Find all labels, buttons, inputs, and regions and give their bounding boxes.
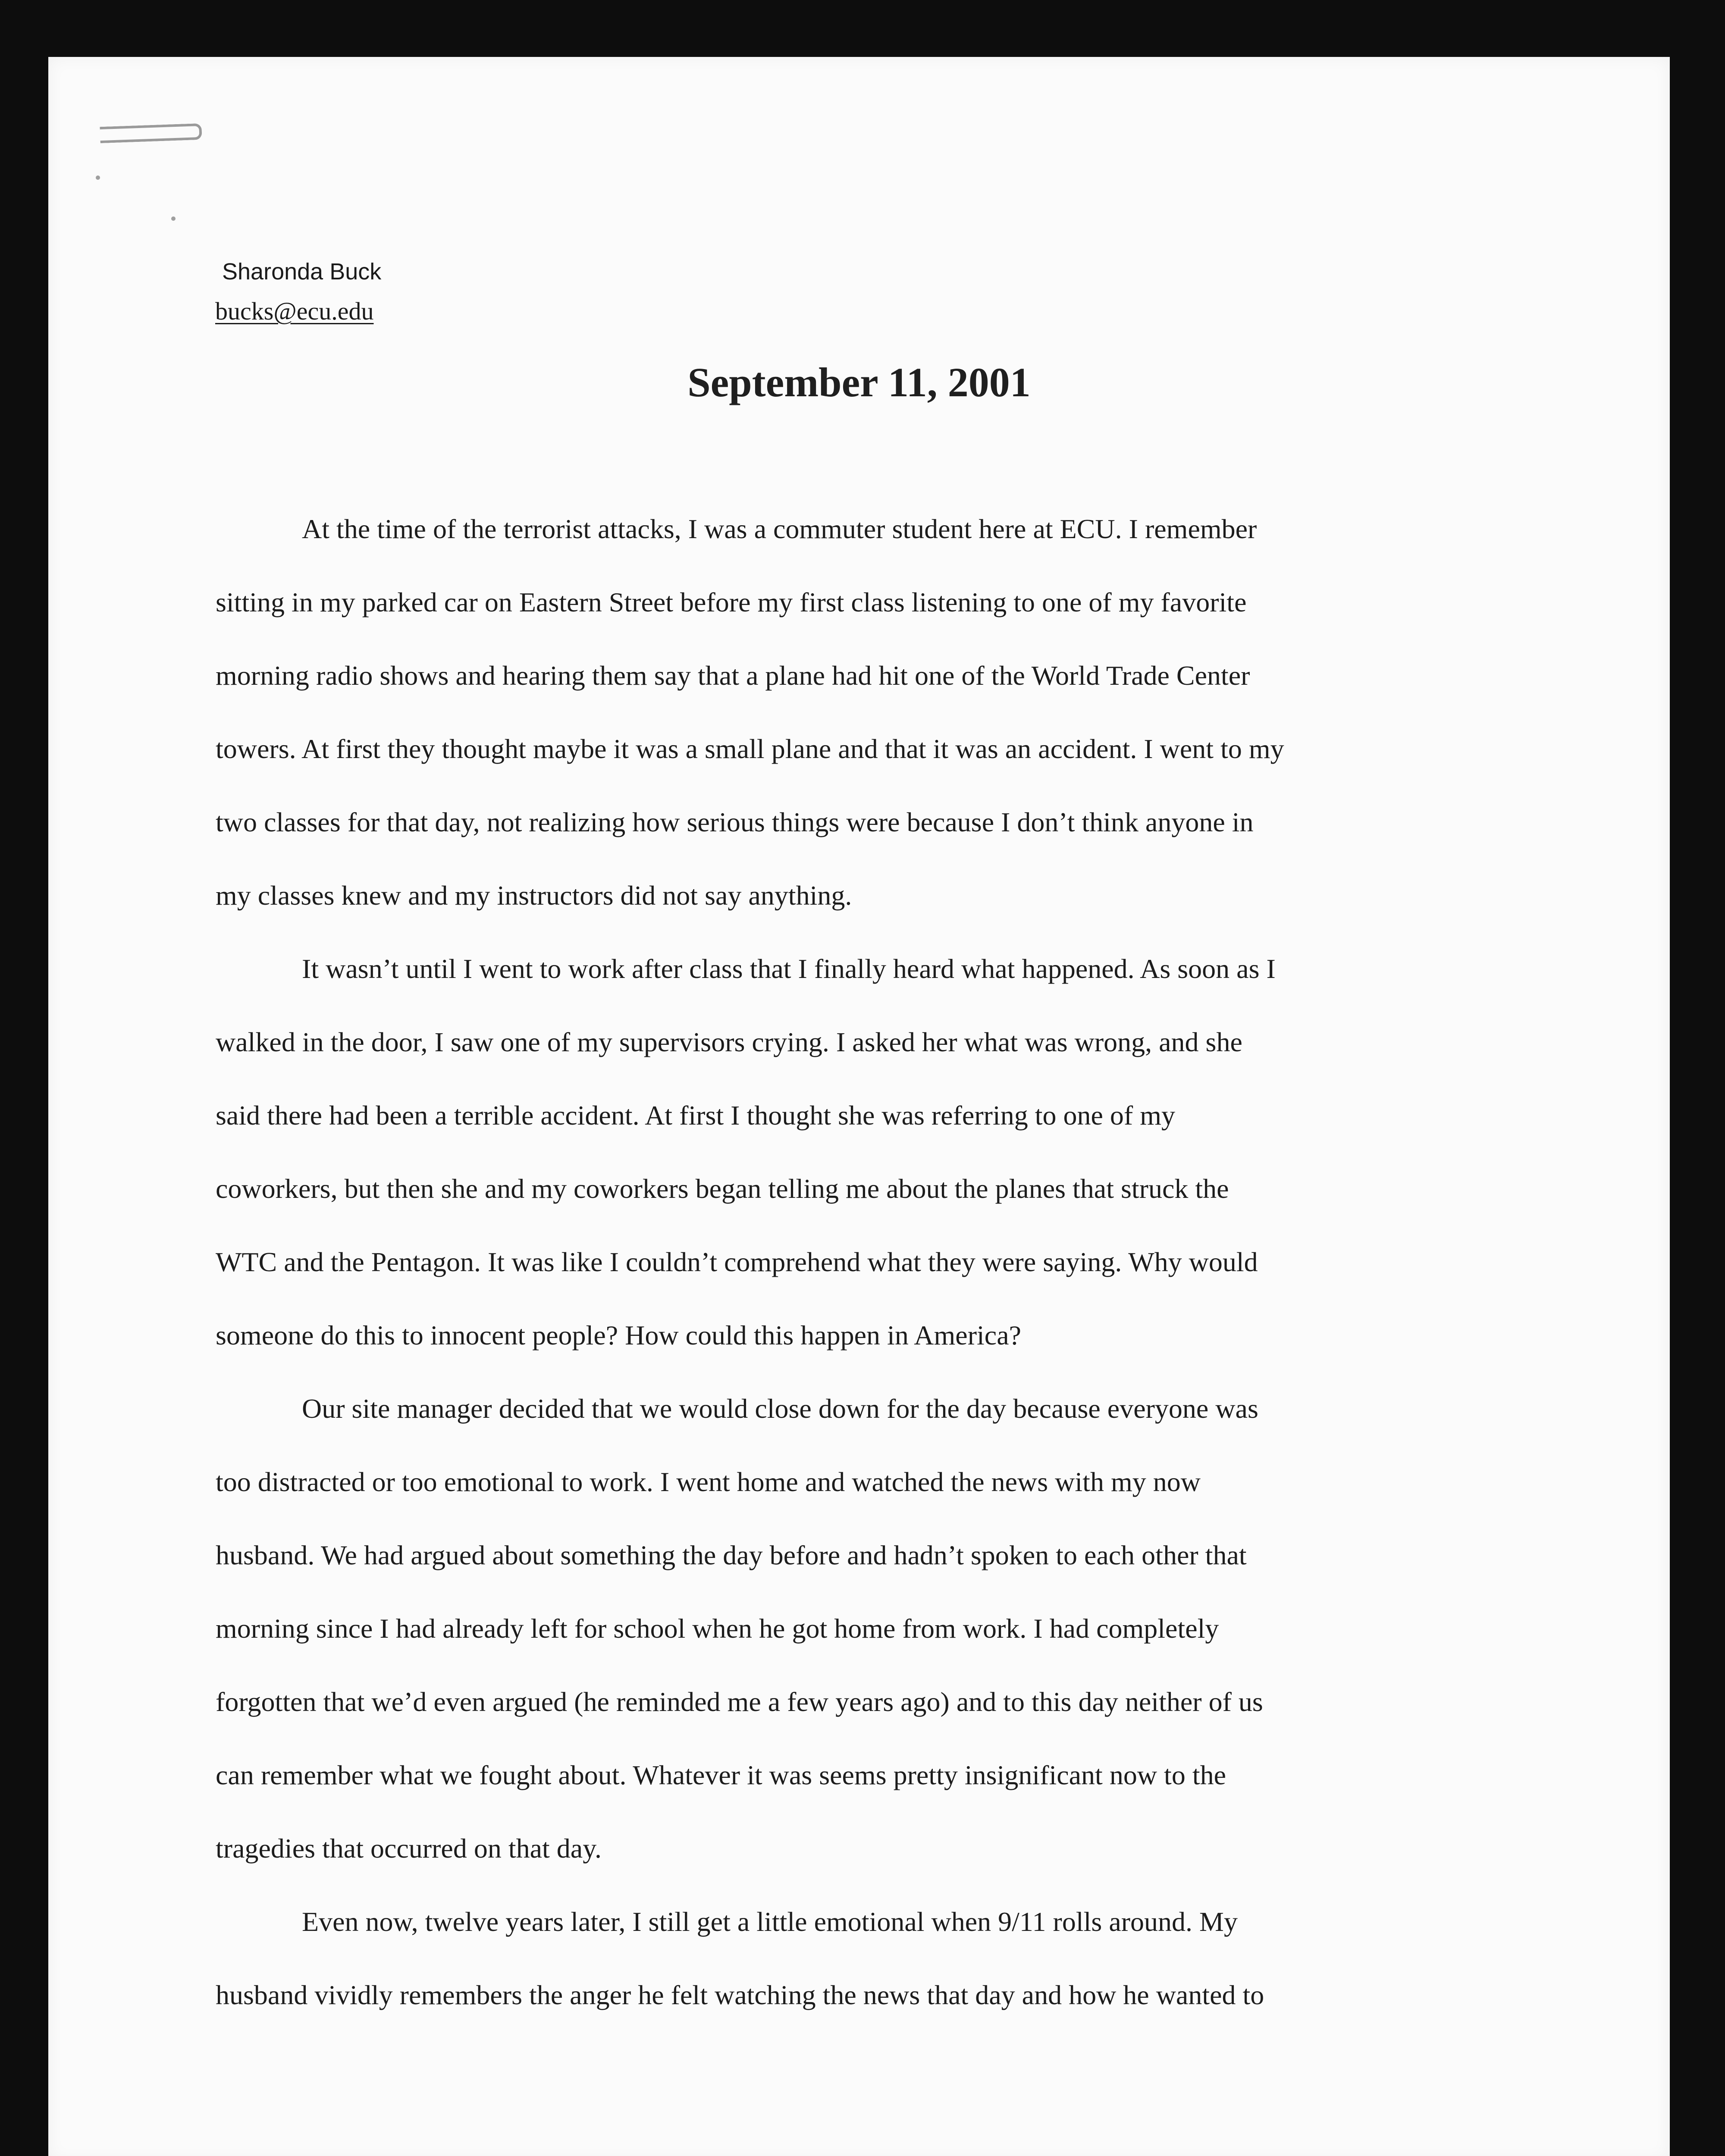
paragraph-line: too distracted or too emotional to work. I went home and watched the news with my now bbox=[216, 1467, 1201, 1497]
paragraph-line: It wasn’t until I went to work after class that I finally heard what happened. As soon as I bbox=[302, 953, 1276, 984]
paragraph-line: Even now, twelve years later, I still get a little emotional when 9/11 rolls around. My bbox=[302, 1906, 1238, 1937]
paper-speck bbox=[96, 175, 100, 180]
paragraph-line: forgotten that we’d even argued (he reminded me a few years ago) and to this day neither of us bbox=[216, 1686, 1263, 1717]
document-page bbox=[48, 57, 1670, 2156]
paragraph-line: sitting in my parked car on Eastern Street before my first class listening to one of my favorite bbox=[216, 587, 1247, 617]
staple-mark bbox=[100, 123, 202, 143]
author-block bbox=[215, 252, 382, 331]
paragraph-line: someone do this to innocent people? How could this happen in America? bbox=[216, 1320, 1021, 1351]
author-email: bucks@ecu.edu bbox=[215, 297, 374, 325]
paragraph-line: morning since I had already left for school when he got home from work. I had completely bbox=[216, 1613, 1219, 1644]
paragraph-line: At the time of the terrorist attacks, I was a commuter student here at ECU. I remember bbox=[302, 514, 1257, 544]
paragraph-line: morning radio shows and hearing them say that a plane had hit one of the World Trade Center bbox=[216, 660, 1250, 691]
paragraph-line: Our site manager decided that we would close down for the day because everyone was bbox=[302, 1393, 1258, 1424]
paragraph-line: WTC and the Pentagon. It was like I couldn’t comprehend what they were saying. Why would bbox=[216, 1247, 1258, 1277]
paragraph-line: my classes knew and my instructors did not say anything. bbox=[216, 880, 852, 911]
paragraph-line: coworkers, but then she and my coworkers began telling me about the planes that struck the bbox=[216, 1173, 1229, 1204]
paper-speck bbox=[171, 216, 176, 221]
paragraph-line: husband. We had argued about something the day before and hadn’t spoken to each other that bbox=[216, 1540, 1247, 1570]
essay-body bbox=[216, 492, 1484, 2032]
author-name: Sharonda Buck bbox=[222, 259, 382, 285]
paragraph-line: husband vividly remembers the anger he felt watching the news that day and how he wanted to bbox=[216, 1980, 1264, 2010]
paragraph-line: said there had been a terrible accident. At first I thought she was referring to one of my bbox=[216, 1100, 1175, 1131]
paragraph-line: two classes for that day, not realizing how serious things were because I don’t think anyone in bbox=[216, 807, 1254, 837]
paragraph-line: towers. At first they thought maybe it was a small plane and that it was an accident. I went to my bbox=[216, 733, 1284, 764]
paragraph-line: can remember what we fought about. Whatever it was seems pretty insignificant now to the bbox=[216, 1760, 1226, 1790]
document-title: September 11, 2001 bbox=[687, 359, 1031, 405]
paragraph-line: tragedies that occurred on that day. bbox=[216, 1833, 602, 1864]
paragraph-line: walked in the door, I saw one of my supervisors crying. I asked her what was wrong, and she bbox=[216, 1027, 1242, 1057]
